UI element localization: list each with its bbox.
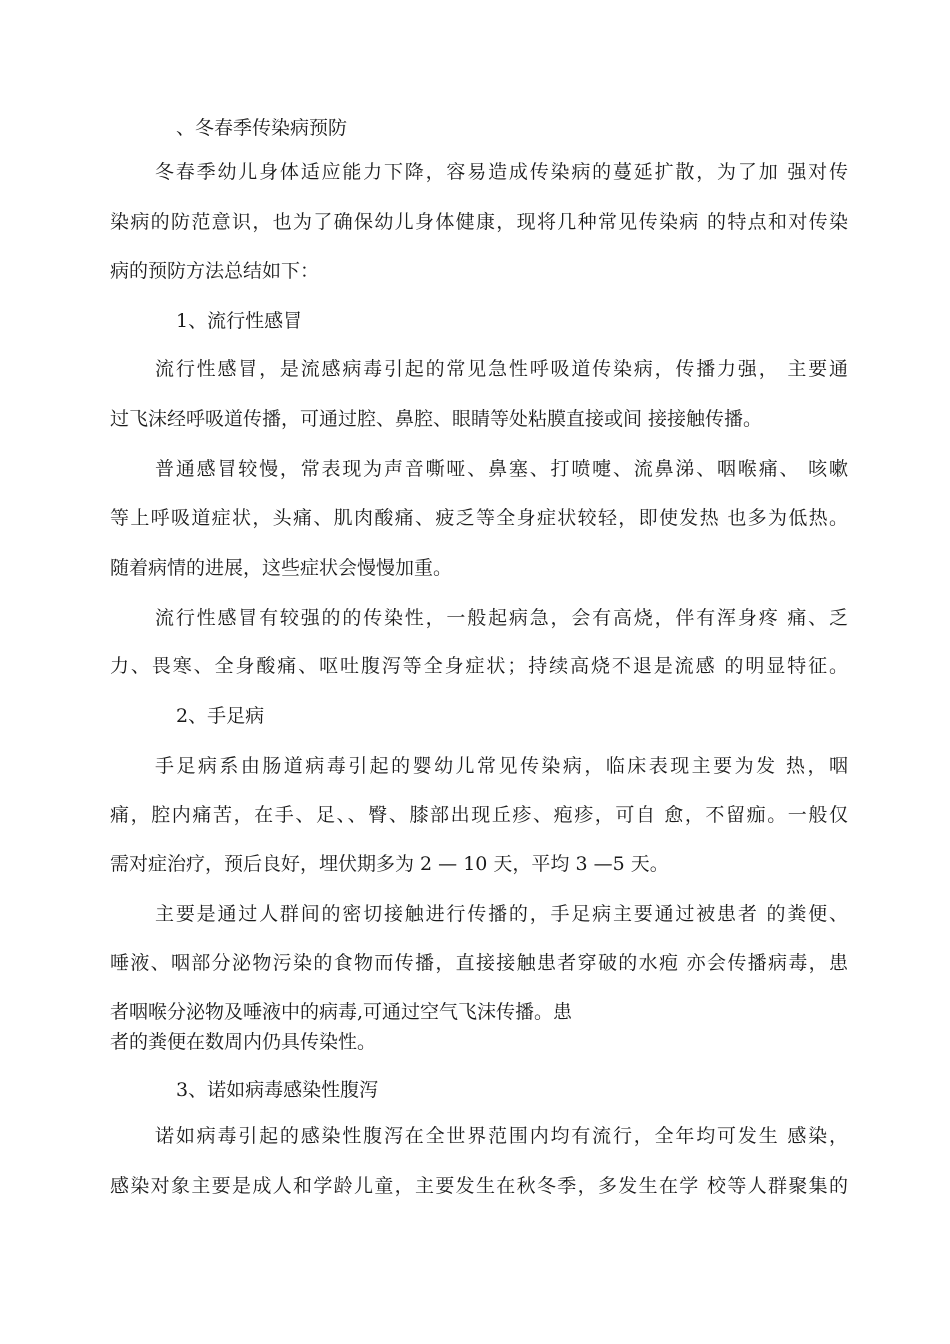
paragraph-line: 力、畏寒、全身酸痛、呕吐腹泻等全身症状；持续高烧不退是流感 的明显特征。 xyxy=(110,655,848,677)
paragraph-line: 唾液、咽部分泌物污染的食物而传播，直接接触患者穿破的水疱 亦会传播病毒，患 xyxy=(110,952,848,974)
paragraph-line: 需对症治疗，预后良好，埋伏期多为 2 — 10 天，平均 3 —5 天。 xyxy=(110,853,669,875)
paragraph-line: 流行性感冒，是流感病毒引起的常见急性呼吸道传染病，传播力强， 主要通 xyxy=(155,358,848,380)
paragraph-line: 感染对象主要是成人和学龄儿童，主要发生在秋冬季，多发生在学 校等人群聚集的 xyxy=(110,1175,848,1197)
paragraph-line: 主要是通过人群间的密切接触进行传播的，手足病主要通过被患者 的粪便、 xyxy=(155,903,848,925)
section-title: 、冬春季传染病预防 xyxy=(176,117,348,139)
section-heading-2: 2、手足病 xyxy=(176,705,265,727)
paragraph-line: 痛，腔内痛苦，在手、足、、臀、膝部出现丘疹、疱疹，可自 愈，不留痂。一般仅 xyxy=(110,804,848,826)
paragraph-line: 冬春季幼儿身体适应能力下降，容易造成传染病的蔓延扩散，为了加 强对传 xyxy=(155,161,848,183)
paragraph-line: 诺如病毒引起的感染性腹泻在全世界范围内均有流行，全年均可发生 感染， xyxy=(155,1125,848,1147)
section-heading-3: 3、诺如病毒感染性腹泻 xyxy=(176,1079,379,1101)
paragraph-line: 过飞沫经呼吸道传播，可通过腔、鼻腔、眼睛等处粘膜直接或间 接接触传播。 xyxy=(110,408,763,430)
paragraph-line: 等上呼吸道症状，头痛、肌肉酸痛、疲乏等全身症状较轻，即使发热 也多为低热。 xyxy=(110,507,848,529)
paragraph-line: 者咽喉分泌物及唾液中的病毒,可通过空气飞沫传播。患 xyxy=(110,1001,573,1023)
section-heading-1: 1、流行性感冒 xyxy=(176,310,303,332)
paragraph-line: 者的粪便在数周内仍具传染性。 xyxy=(110,1031,377,1053)
paragraph-line: 随着病情的进展，这些症状会慢慢加重。 xyxy=(110,557,453,579)
paragraph-line: 染病的防范意识，也为了确保幼儿身体健康，现将几种常见传染病 的特点和对传染 xyxy=(110,211,848,233)
paragraph-line: 手足病系由肠道病毒引起的婴幼儿常见传染病，临床表现主要为发 热，咽 xyxy=(155,755,848,777)
paragraph-line: 普通感冒较慢，常表现为声音嘶哑、鼻塞、打喷嚏、流鼻涕、咽喉痛、 咳嗽 xyxy=(155,458,848,480)
paragraph-line: 流行性感冒有较强的的传染性，一般起病急，会有高烧，伴有浑身疼 痛、乏 xyxy=(155,607,848,629)
paragraph-line: 病的预防方法总结如下： xyxy=(110,260,320,282)
